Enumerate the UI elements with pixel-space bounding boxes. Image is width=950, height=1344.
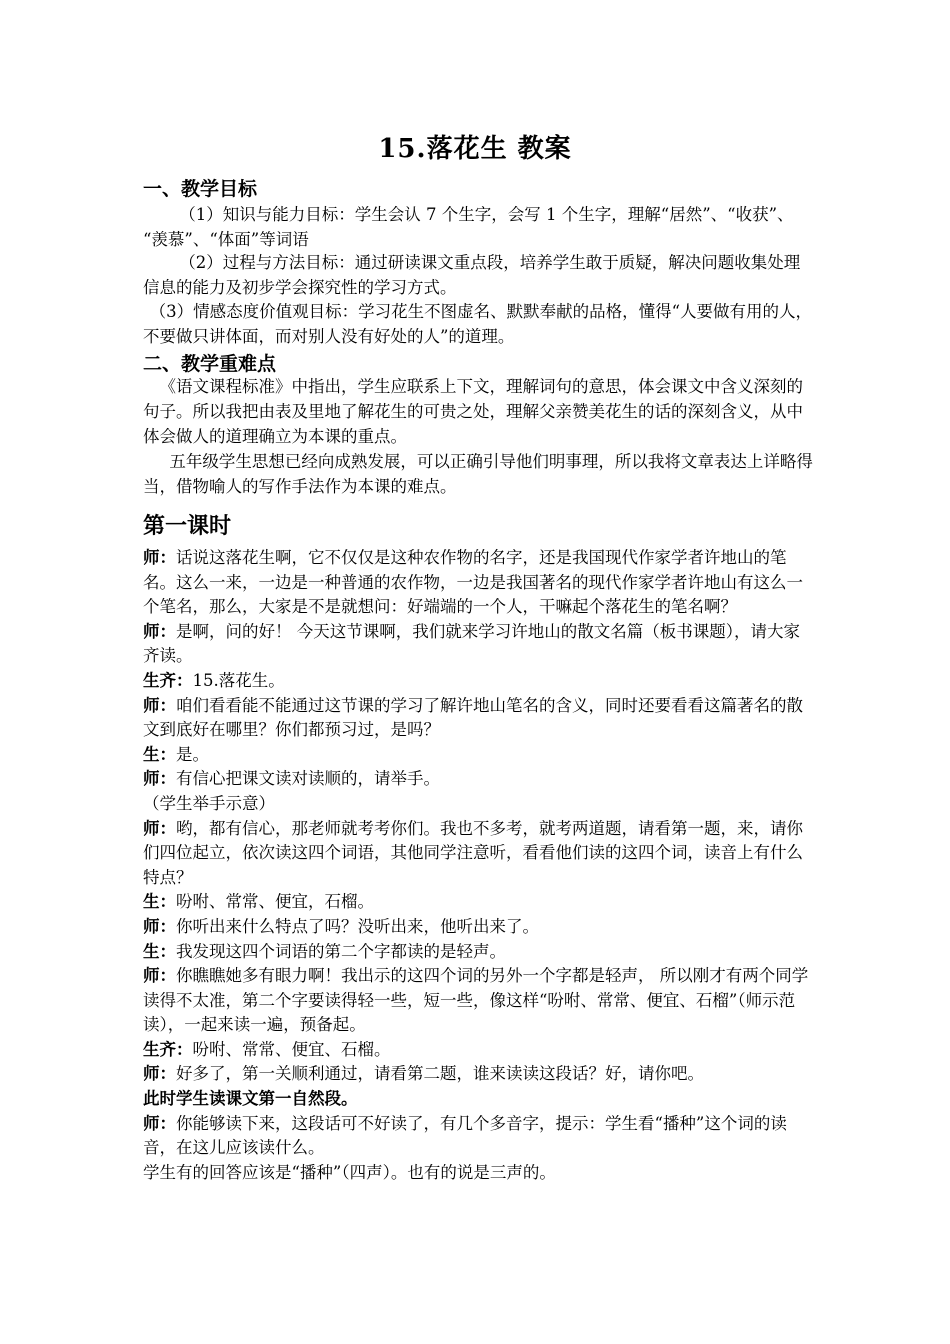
section-heading-goals: 一、教学目标	[143, 178, 258, 200]
speaker-label: 师：	[143, 1064, 176, 1084]
lesson-dialog	[143, 546, 813, 1185]
speaker-label: 生齐：	[143, 1039, 193, 1059]
dialog-text: 学生有的回答应该是“播种”（四声）。也有的说是三声的。	[143, 1162, 556, 1182]
dialog-text: 15.落花生。	[192, 670, 285, 690]
dialog-text: 你瞧瞧她多有眼力啊！我出示的这四个词的另外一个字都是轻声， 所以刚才有两个同学读得不太准，第二个字要读得轻一些，短一些，像这样“吩咐、常常、便宜、石榴”（师示范读），一起来读一遍，预备起。	[143, 966, 809, 1035]
speaker-label: 师：	[143, 818, 176, 838]
dialog-line	[143, 1062, 813, 1087]
dialog-line	[143, 964, 813, 1038]
speaker-label: 师：	[143, 769, 176, 789]
speaker-label: 生：	[143, 744, 176, 764]
speaker-label: 生齐：	[143, 670, 193, 690]
speaker-label: 师：	[143, 966, 176, 986]
dialog-line	[143, 694, 813, 743]
dialog-line	[143, 767, 813, 792]
stage-direction-bold	[143, 1087, 813, 1112]
key-point-paragraph: 《语文课程标准》中指出，学生应联系上下文，理解词句的意思，体会课文中含义深刻的句子。所以我把由表及里地了解花生的可贵之处，理解父亲赞美花生的话的深刻含义，从中体会做人的道理确立为本课的重点。	[143, 377, 803, 446]
dialog-text: 是啊，问的好！ 今天这节课啊，我们就来学习许地山的散文名篇（板书课题），请大家齐读。	[143, 621, 800, 666]
speaker-label: 师：	[143, 916, 176, 936]
dialog-text: 你能够读下来，这段话可不好读了，有几个多音字，提示：学生看“播种”这个词的读音，在这儿应该读什么。	[143, 1113, 787, 1158]
document-title: 15.落花生 教案	[378, 134, 572, 164]
dialog-line	[143, 669, 813, 694]
lecture-heading: 第一课时	[143, 513, 232, 539]
speaker-label: 师：	[143, 1113, 176, 1133]
dialog-line	[143, 915, 813, 940]
dialog-text: 话说这落花生啊，它不仅仅是这种农作物的名字，还是我国现代作家学者许地山的笔名。这么一来，一边是一种普通的农作物，一边是我国著名的现代作家学者许地山有这么一个笔名，那么，大家是不是就想问：好端端的一个人，干嘛起个落花生的笔名啊？	[143, 548, 803, 617]
speaker-label: 生：	[143, 941, 176, 961]
dialog-line	[143, 1038, 813, 1063]
dialog-text: 此时学生读课文第一自然段。	[143, 1089, 358, 1109]
dialog-text: 吩咐、常常、便宜、石榴。	[192, 1039, 391, 1059]
dialog-line	[143, 620, 813, 669]
dialog-text: 你听出来什么特点了吗？没听出来，他听出来了。	[176, 916, 539, 936]
goal-emotion: （3）情感态度价值观目标：学习花生不图虚名、默默奉献的品格，懂得“人要做有用的人，不要做只讲体面，而对别人没有好处的人”的道理。	[143, 302, 813, 346]
dialog-text: 哟，都有信心，那老师就考考你们。我也不多考，就考两道题，请看第一题，来，请你们四位起立，依次读这四个词语，其他同学注意听，看看他们读的这四个词，读音上有什么特点？	[143, 818, 803, 887]
dialog-text: （学生举手示意）	[143, 793, 275, 813]
dialog-text: 吩咐、常常、便宜，石榴。	[176, 892, 374, 912]
stage-direction	[143, 792, 813, 817]
goal-process: （2）过程与方法目标：通过研读课文重点段，培养学生敢于质疑，解决问题收集处理信息的能力及初步学会探究性的学习方式。	[143, 253, 801, 297]
speaker-label: 师：	[143, 548, 176, 567]
narration-line	[143, 1161, 813, 1186]
dialog-line	[143, 1112, 813, 1161]
dialog-line	[143, 546, 813, 620]
dialog-line	[143, 890, 813, 915]
difficulty-paragraph: 五年级学生思想已经向成熟发展，可以正确引导他们明事理，所以我将文章表达上详略得当，借物喻人的写作手法作为本课的难点。	[143, 452, 813, 496]
dialog-line	[143, 940, 813, 965]
speaker-label: 师：	[143, 695, 176, 715]
dialog-text: 是。	[176, 744, 209, 764]
dialog-text: 咱们看看能不能通过这节课的学习了解许地山笔名的含义，同时还要看看这篇著名的散文到底好在哪里？你们都预习过，是吗？	[143, 695, 803, 740]
dialog-text: 好多了，第一关顺利通过，请看第二题，谁来读读这段话？好，请你吧。	[176, 1064, 704, 1084]
dialog-line	[143, 743, 813, 768]
dialog-line	[143, 817, 813, 891]
dialog-text: 有信心把课文读对读顺的，请举手。	[176, 769, 440, 789]
speaker-label: 生：	[143, 892, 176, 912]
section-heading-key-points: 二、教学重难点	[143, 353, 277, 375]
dialog-text: 我发现这四个词语的第二个字都读的是轻声。	[176, 941, 506, 961]
speaker-label: 师：	[143, 621, 176, 641]
goal-knowledge: （1）知识与能力目标：学生会认 7 个生字，会写 1 个生字，理解“居然”、“收获”、 “羡慕”、“体面”等词语	[143, 205, 794, 249]
